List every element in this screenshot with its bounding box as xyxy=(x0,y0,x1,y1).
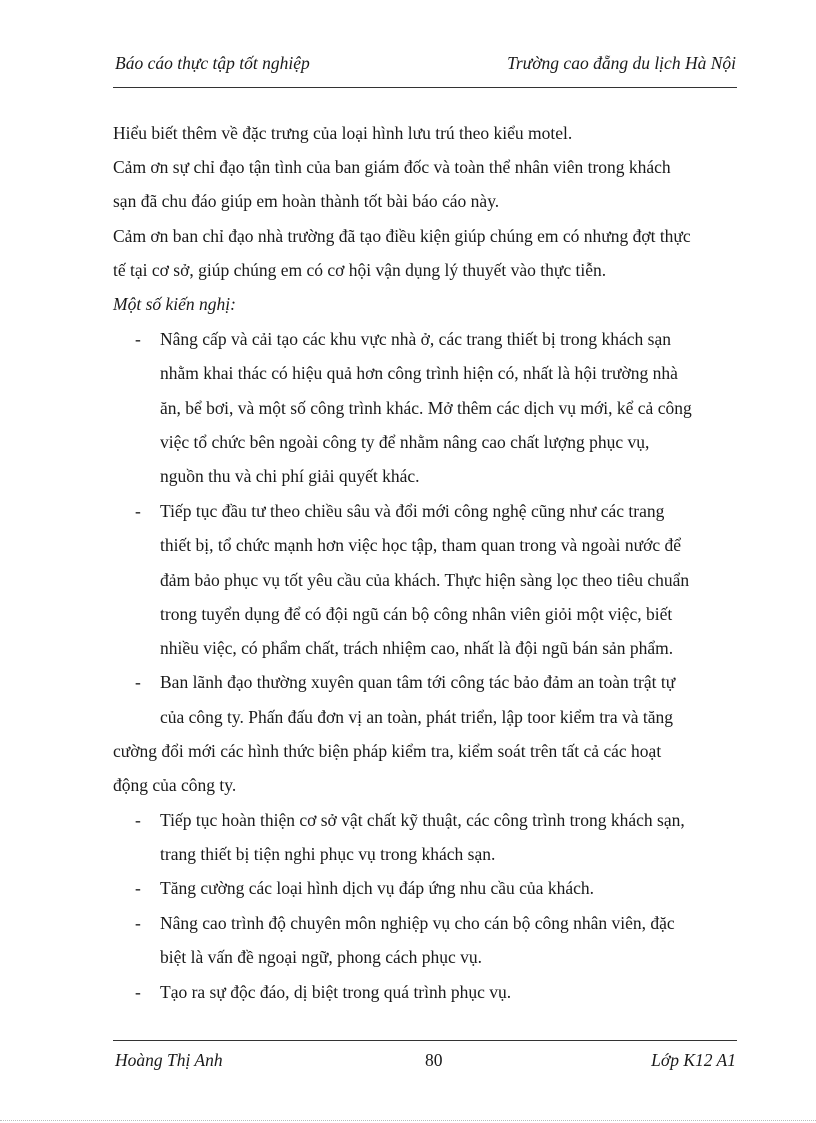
page-footer xyxy=(115,1050,736,1076)
bullet-line: ăn, bể bơi, và một số công trình khác. Mở thêm các dịch vụ mới, kể cả công xyxy=(160,398,692,418)
bullet-line: trong tuyển dụng để có đội ngũ cán bộ công nhân viên giỏi một việc, biết xyxy=(160,604,673,624)
bullet-line: thiết bị, tổ chức mạnh hơn việc học tập, tham quan trong và ngoài nước để xyxy=(160,535,682,555)
paragraph-line: Cảm ơn ban chỉ đạo nhà trường đã tạo điều kiện giúp chúng em có nhưng đợt thực xyxy=(113,226,691,246)
paragraph-line: Hiểu biết thêm về đặc trưng của loại hình lưu trú theo kiểu motel. xyxy=(113,123,573,143)
header-report-title: Báo cáo thực tập tốt nghiệp xyxy=(115,53,310,73)
bullet-marker: - xyxy=(135,810,141,830)
header-school-name: Trường cao đẵng du lịch Hà Nội xyxy=(507,53,736,73)
footer-rule xyxy=(113,1040,737,1041)
section-heading: Một số kiến nghị: xyxy=(113,294,236,314)
bullet-line: việc tổ chức bên ngoài công ty để nhằm nâng cao chất lượng phục vụ, xyxy=(160,432,650,452)
bullet-marker: - xyxy=(135,501,141,521)
bullet-line: Tăng cường các loại hình dịch vụ đáp ứng nhu cầu của khách. xyxy=(160,878,594,898)
bullet-line: biệt là vấn đề ngoại ngữ, phong cách phục vụ. xyxy=(160,947,482,967)
bullet-line: Nâng cấp và cải tạo các khu vực nhà ở, các trang thiết bị trong khách sạn xyxy=(160,329,671,349)
bullet-line: Tiếp tục đầu tư theo chiều sâu và đổi mới công nghệ cũng như các trang xyxy=(160,501,665,521)
bullet-line: cường đổi mới các hình thức biện pháp kiểm tra, kiểm soát trên tất cả các hoạt xyxy=(113,741,662,761)
page-number: 80 xyxy=(425,1050,443,1070)
bullet-line: nhằm khai thác có hiệu quả hơn công trình hiện có, nhất là hội trường nhà xyxy=(160,363,678,383)
bullet-line: Ban lãnh đạo thường xuyên quan tâm tới công tác bảo đảm an toàn trật tự xyxy=(160,672,676,692)
bullet-marker: - xyxy=(135,878,141,898)
footer-author: Hoàng Thị Anh xyxy=(115,1050,223,1070)
bullet-line: đảm bảo phục vụ tốt yêu cầu của khách. Thực hiện sàng lọc theo tiêu chuẩn xyxy=(160,570,690,590)
page-edge-dotted-rule xyxy=(0,1120,816,1121)
bullet-line: nguồn thu và chi phí giải quyết khác. xyxy=(160,466,420,486)
footer-class: Lớp K12 A1 xyxy=(651,1050,736,1070)
bullet-line: trang thiết bị tiện nghi phục vụ trong khách sạn. xyxy=(160,844,496,864)
bullet-line: Tạo ra sự độc đáo, dị biệt trong quá trình phục vụ. xyxy=(160,982,512,1002)
bullet-marker: - xyxy=(135,982,141,1002)
bullet-marker: - xyxy=(135,672,141,692)
bullet-line: Tiếp tục hoàn thiện cơ sở vật chất kỹ thuật, các công trình trong khách sạn, xyxy=(160,810,685,830)
bullet-marker: - xyxy=(135,329,141,349)
paragraph-line: tế tại cơ sở, giúp chúng em có cơ hội vận dụng lý thuyết vào thực tiễn. xyxy=(113,260,607,280)
page-header xyxy=(115,53,736,79)
bullet-line: của công ty. Phấn đấu đơn vị an toàn, phát triển, lập toor kiểm tra và tăng xyxy=(160,707,674,727)
bullet-line: Nâng cao trình độ chuyên môn nghiệp vụ cho cán bộ công nhân viên, đặc xyxy=(160,913,675,933)
bullet-line: nhiều việc, có phẩm chất, trách nhiệm cao, nhất là đội ngũ bán sản phẩm. xyxy=(160,638,674,658)
bullet-line: động của công ty. xyxy=(113,775,237,795)
paragraph-line: sạn đã chu đáo giúp em hoàn thành tốt bài báo cáo này. xyxy=(113,191,500,211)
header-rule xyxy=(113,87,737,88)
paragraph-line: Cảm ơn sự chỉ đạo tận tình của ban giám đốc và toàn thể nhân viên trong khách xyxy=(113,157,671,177)
bullet-marker: - xyxy=(135,913,141,933)
